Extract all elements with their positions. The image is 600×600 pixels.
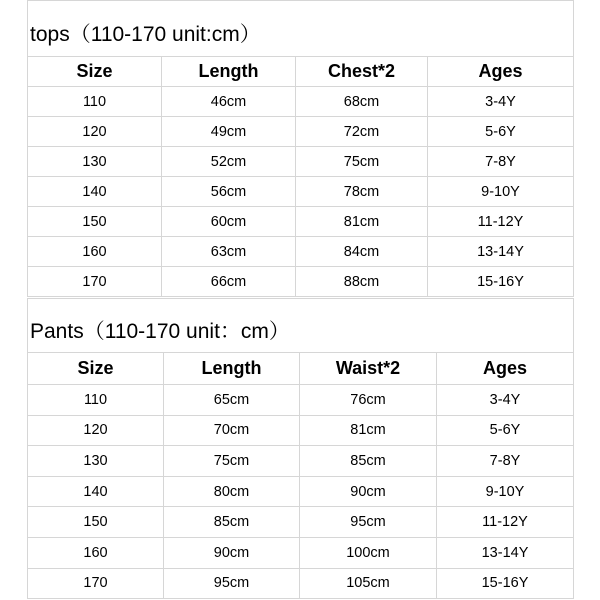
size-cell: 120 xyxy=(28,415,164,446)
tops-header-ages: Ages xyxy=(428,57,574,87)
size-cell: 130 xyxy=(28,446,164,477)
ages-cell: 13-14Y xyxy=(428,237,574,267)
table-row xyxy=(28,385,574,416)
table-row xyxy=(28,415,574,446)
table-row xyxy=(28,177,574,207)
table-row xyxy=(28,117,574,147)
table-row xyxy=(28,507,574,538)
tops-title: tops（110-170 unit:cm） xyxy=(30,23,261,46)
table-row xyxy=(28,207,574,237)
length-cell: 90cm xyxy=(164,537,300,568)
length-cell: 95cm xyxy=(164,568,300,599)
size-cell: 150 xyxy=(28,207,162,237)
ages-cell: 7-8Y xyxy=(437,446,574,477)
pants-header-length: Length xyxy=(164,353,300,385)
ages-cell: 15-16Y xyxy=(437,568,574,599)
pants-size-chart xyxy=(0,298,600,600)
waist-cell: 90cm xyxy=(300,476,437,507)
table-row xyxy=(28,537,574,568)
size-cell: 160 xyxy=(28,237,162,267)
length-cell: 80cm xyxy=(164,476,300,507)
size-cell: 140 xyxy=(28,476,164,507)
size-cell: 150 xyxy=(28,507,164,538)
ages-cell: 11-12Y xyxy=(428,207,574,237)
waist-cell: 81cm xyxy=(300,415,437,446)
tops-header-length: Length xyxy=(162,57,296,87)
length-cell: 85cm xyxy=(164,507,300,538)
chest-cell: 75cm xyxy=(296,147,428,177)
tops-size-chart xyxy=(0,0,600,298)
ages-cell: 9-10Y xyxy=(437,476,574,507)
length-cell: 49cm xyxy=(162,117,296,147)
pants-header-size: Size xyxy=(28,353,164,385)
ages-cell: 3-4Y xyxy=(428,87,574,117)
size-cell: 170 xyxy=(28,267,162,297)
chest-cell: 88cm xyxy=(296,267,428,297)
table-row xyxy=(28,147,574,177)
table-row xyxy=(28,237,574,267)
ages-cell: 7-8Y xyxy=(428,147,574,177)
length-cell: 63cm xyxy=(162,237,296,267)
table-row xyxy=(28,476,574,507)
size-cell: 120 xyxy=(28,117,162,147)
length-cell: 75cm xyxy=(164,446,300,477)
pants-header-waist: Waist*2 xyxy=(300,353,437,385)
ages-cell: 9-10Y xyxy=(428,177,574,207)
size-cell: 130 xyxy=(28,147,162,177)
tops-header-chest: Chest*2 xyxy=(296,57,428,87)
ages-cell: 5-6Y xyxy=(437,415,574,446)
chest-cell: 72cm xyxy=(296,117,428,147)
size-cell: 110 xyxy=(28,385,164,416)
ages-cell: 5-6Y xyxy=(428,117,574,147)
tops-size-table xyxy=(27,56,574,297)
ages-cell: 3-4Y xyxy=(437,385,574,416)
length-cell: 60cm xyxy=(162,207,296,237)
length-cell: 65cm xyxy=(164,385,300,416)
waist-cell: 76cm xyxy=(300,385,437,416)
waist-cell: 95cm xyxy=(300,507,437,538)
size-cell: 140 xyxy=(28,177,162,207)
table-row xyxy=(28,568,574,599)
chest-cell: 84cm xyxy=(296,237,428,267)
length-cell: 56cm xyxy=(162,177,296,207)
table-row xyxy=(28,446,574,477)
length-cell: 66cm xyxy=(162,267,296,297)
tops-header-row xyxy=(28,57,574,87)
pants-title: Pants（110-170 unit：cm） xyxy=(30,320,290,343)
tops-header-size: Size xyxy=(28,57,162,87)
ages-cell: 11-12Y xyxy=(437,507,574,538)
table-row xyxy=(28,267,574,297)
chest-cell: 68cm xyxy=(296,87,428,117)
pants-header-row xyxy=(28,353,574,385)
size-cell: 160 xyxy=(28,537,164,568)
size-cell: 170 xyxy=(28,568,164,599)
ages-cell: 13-14Y xyxy=(437,537,574,568)
waist-cell: 100cm xyxy=(300,537,437,568)
ages-cell: 15-16Y xyxy=(428,267,574,297)
size-cell: 110 xyxy=(28,87,162,117)
pants-header-ages: Ages xyxy=(437,353,574,385)
length-cell: 70cm xyxy=(164,415,300,446)
chest-cell: 78cm xyxy=(296,177,428,207)
waist-cell: 105cm xyxy=(300,568,437,599)
length-cell: 46cm xyxy=(162,87,296,117)
chest-cell: 81cm xyxy=(296,207,428,237)
waist-cell: 85cm xyxy=(300,446,437,477)
pants-size-table xyxy=(27,352,574,599)
length-cell: 52cm xyxy=(162,147,296,177)
table-row xyxy=(28,87,574,117)
